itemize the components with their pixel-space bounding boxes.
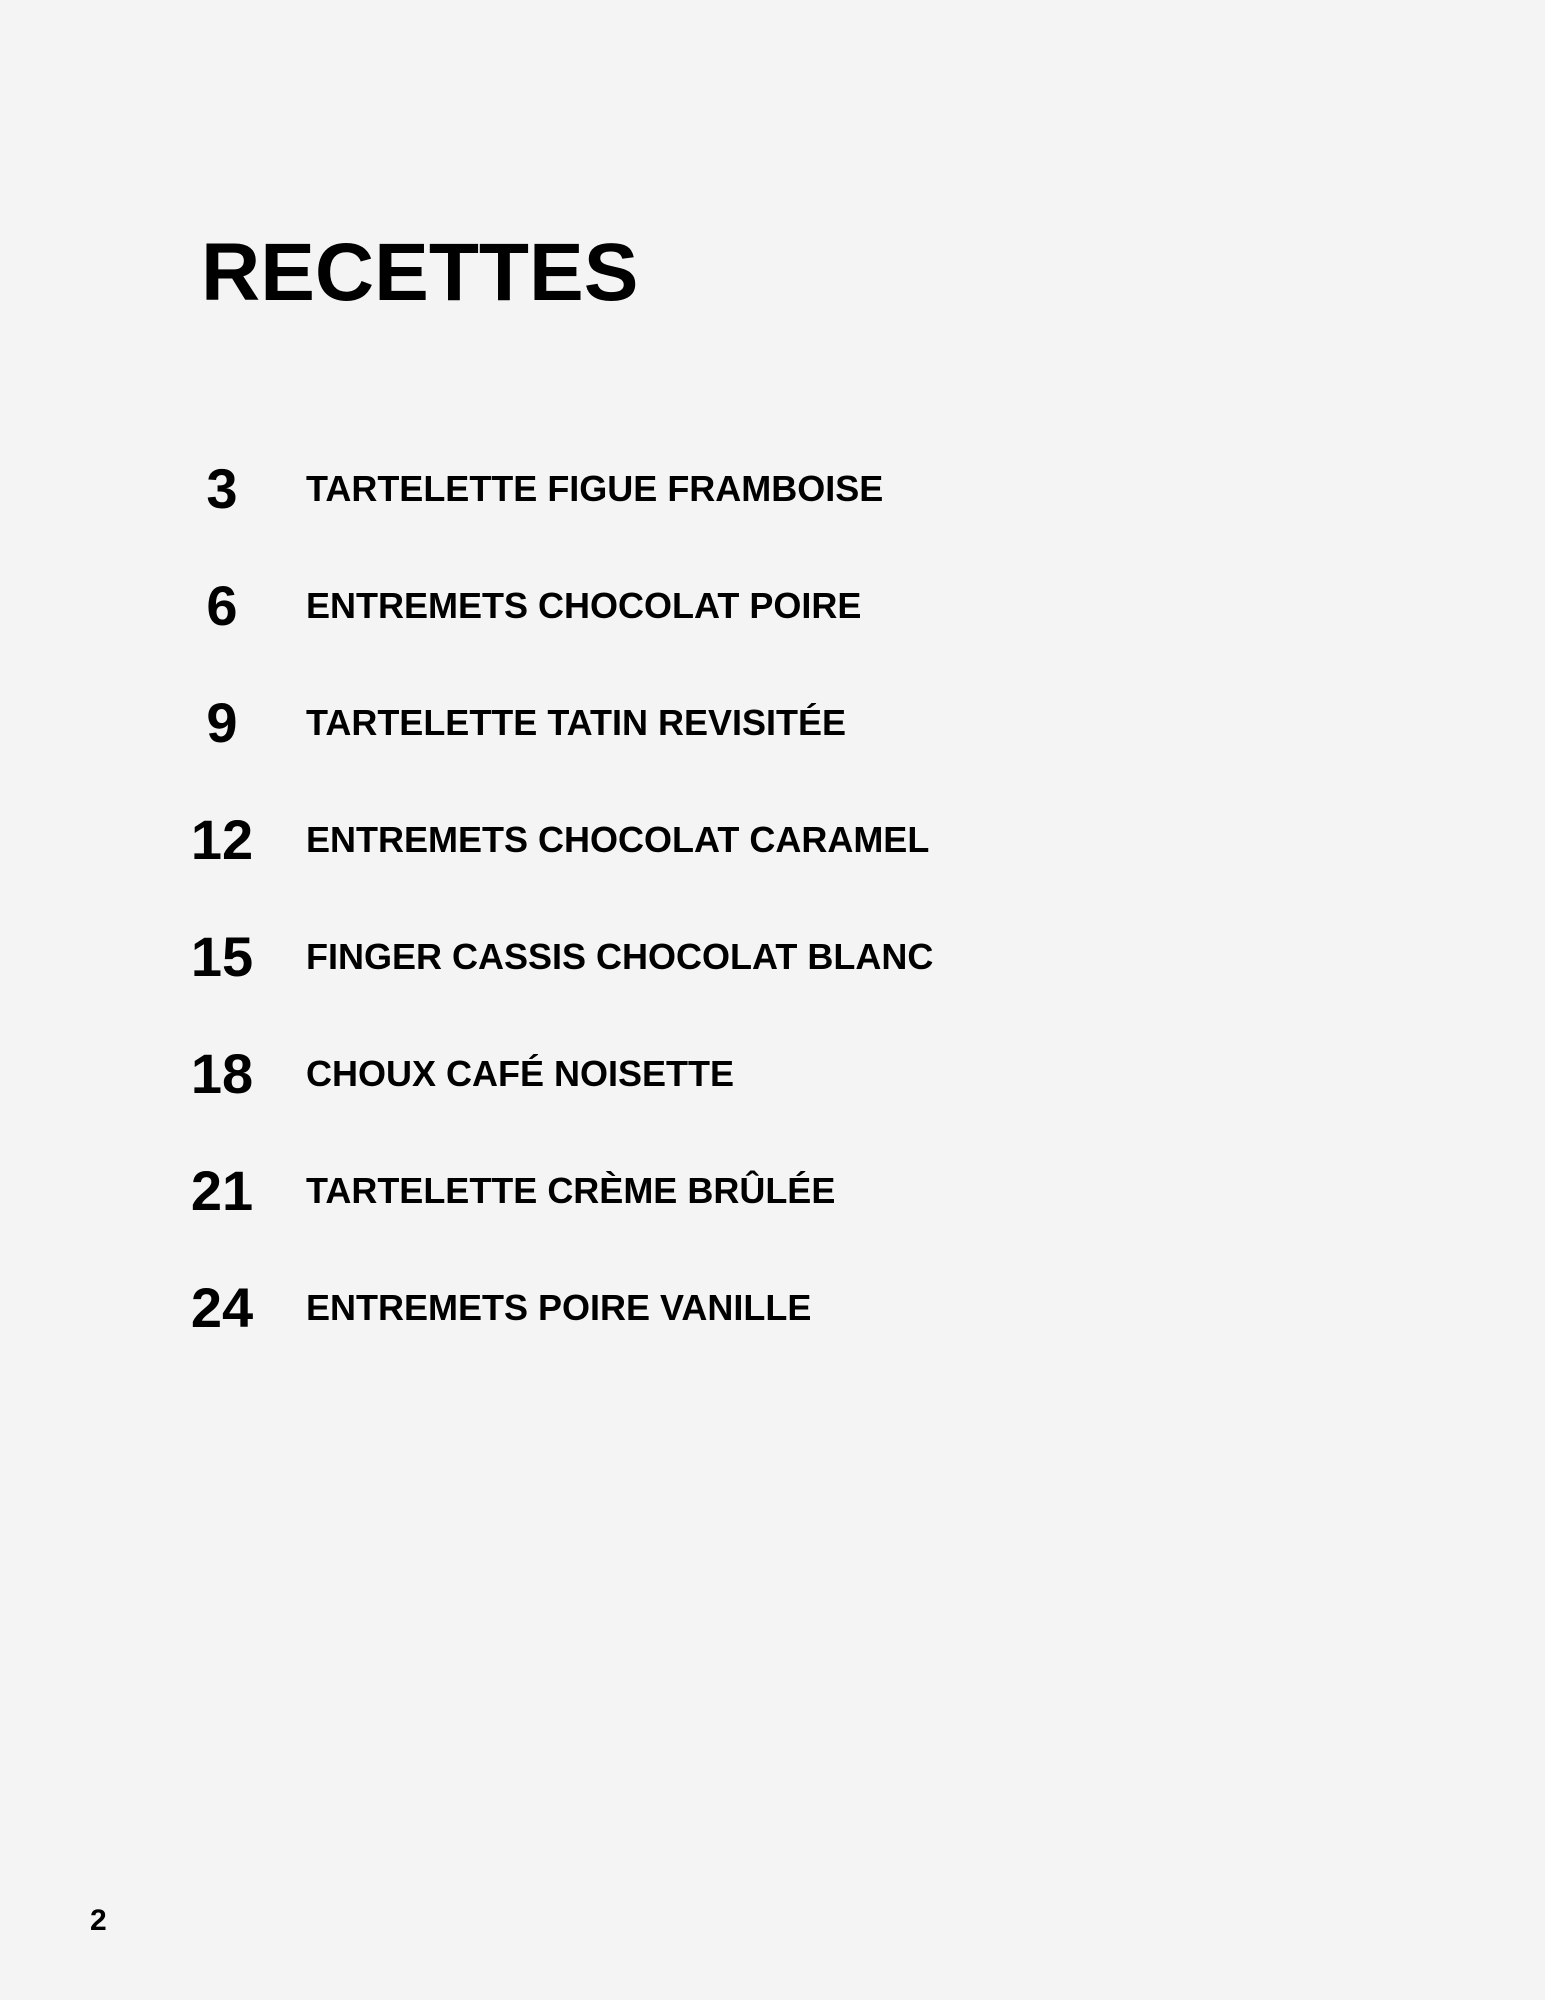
toc-recipe-title: TARTELETTE CRÈME BRÛLÉE xyxy=(306,1170,836,1211)
toc-page-number: 3 xyxy=(206,457,238,520)
toc-recipe-title: CHOUX CAFÉ NOISETTE xyxy=(306,1053,735,1094)
page-title: RECETTES xyxy=(201,227,639,318)
toc-recipe-title: TARTELETTE TATIN REVISITÉE xyxy=(306,702,846,743)
toc-entry[interactable] xyxy=(0,1268,1545,1348)
toc-recipe-title: ENTREMETS POIRE VANILLE xyxy=(306,1287,812,1328)
toc-entry[interactable] xyxy=(0,566,1545,646)
toc-recipe-title: TARTELETTE FIGUE FRAMBOISE xyxy=(306,468,884,509)
toc-entry[interactable] xyxy=(0,917,1545,997)
toc-entry[interactable] xyxy=(0,800,1545,880)
toc-page-number: 6 xyxy=(206,574,238,637)
toc-page-number: 18 xyxy=(190,1042,254,1105)
toc-recipe-title: ENTREMETS CHOCOLAT CARAMEL xyxy=(306,819,930,860)
toc-recipe-title: FINGER CASSIS CHOCOLAT BLANC xyxy=(306,936,934,977)
toc-page-number: 15 xyxy=(190,925,254,988)
toc-page-number: 21 xyxy=(190,1159,254,1222)
toc-page-number: 9 xyxy=(206,691,238,754)
toc-entry[interactable] xyxy=(0,449,1545,529)
toc-entry[interactable] xyxy=(0,1151,1545,1231)
toc-recipe-title: ENTREMETS CHOCOLAT POIRE xyxy=(306,585,862,626)
toc-page-number: 24 xyxy=(190,1276,254,1339)
toc-page-number: 12 xyxy=(190,808,254,871)
toc-entry[interactable] xyxy=(0,683,1545,763)
toc-entry[interactable] xyxy=(0,1034,1545,1114)
page-number: 2 xyxy=(90,1904,107,1937)
